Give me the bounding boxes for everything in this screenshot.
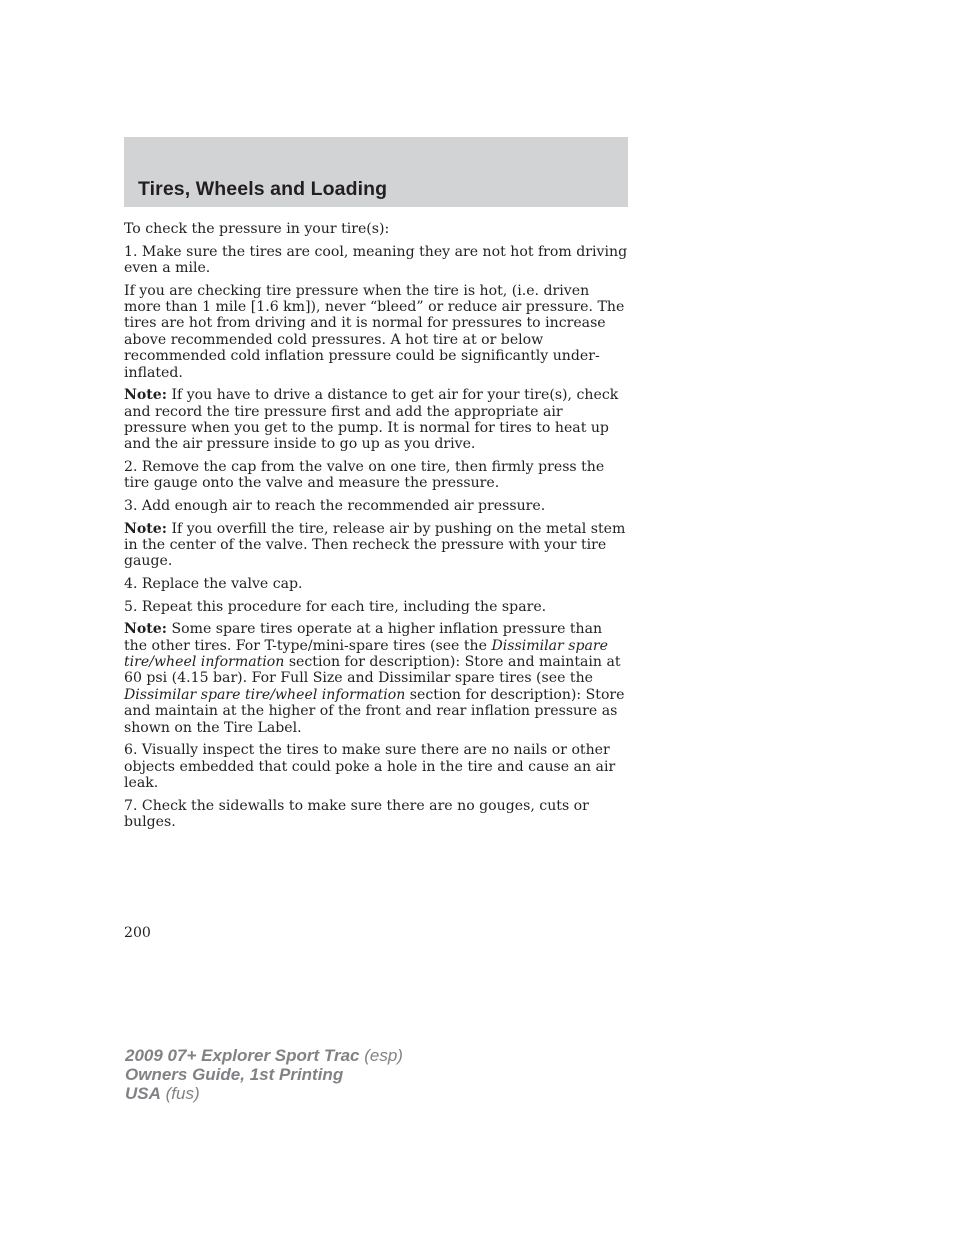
footer-market: USA (125, 1083, 161, 1103)
step-6: 6. Visually inspect the tires to make sure there are no nails or other objects embedded that could poke a hole in the tire and cause an air leak. (124, 742, 616, 792)
note-1 (124, 387, 628, 453)
intro-paragraph: To check the pressure in your tire(s): (124, 221, 390, 237)
page-body (124, 221, 628, 837)
footer-model: 2009 07+ Explorer Sport Trac (125, 1046, 360, 1065)
document-footer (125, 1047, 403, 1103)
note-3 (124, 621, 628, 736)
footer-line-3 (125, 1085, 403, 1104)
note-3-text-part-3: section for description): Store and maintain at the higher of the front and rear inflation pressure as shown on the Tire Label. (124, 686, 625, 736)
footer-market-code: (fus) (160, 1083, 200, 1103)
step-5: 5. Repeat this procedure for each tire, including the spare. (124, 598, 547, 615)
footer-printing: Owners Guide, 1st Printing (125, 1064, 344, 1084)
step-3: 3. Add enough air to reach the recommended air pressure. (124, 498, 546, 515)
note-label: Note: (124, 621, 167, 638)
note-label: Note: (124, 387, 167, 404)
step-1: 1. Make sure the tires are cool, meaning they are not hot from driving even a mile. (124, 243, 628, 276)
note-1-text: If you have to drive a distance to get air for your tire(s), check and record the tire pressure first and add the appropriate air pressure when you get to the pump. It is normal for tires to heat up and the air pressure inside to go up as you drive. (124, 387, 619, 453)
page-number: 200 (124, 925, 151, 941)
note-2 (124, 521, 628, 570)
note-3-text-part-2: section for description): Store and maintain at 60 psi (4.15 bar). For Full Size and Dissimilar spare tires (see the (124, 654, 621, 687)
note-3-text-part-1: Some spare tires operate at a higher inflation pressure than the other tires. For T-type/mini-spare tires (see the (124, 621, 603, 654)
footer-model-code: (esp) (359, 1046, 403, 1065)
dissimilar-spare-reference-2: Dissimilar spare tire/wheel information (124, 686, 406, 703)
footer-line-1 (125, 1047, 403, 1066)
note-label: Note: (124, 520, 167, 537)
step-7: 7. Check the sidewalls to make sure there are no gouges, cuts or bulges. (124, 797, 589, 831)
step-4: 4. Replace the valve cap. (124, 576, 303, 593)
dissimilar-spare-reference-1: Dissimilar spare tire/wheel information (124, 637, 608, 671)
section-header-band (124, 137, 628, 207)
hot-tire-paragraph: If you are checking tire pressure when the tire is hot, (i.e. driven more than 1 mile [1.6 km]), never “bleed” or reduce air pressure. The tires are hot from driving and it is normal for pressures to increase above recommended cold pressures. A hot tire at or below recommended cold inflation pressure could be significantly under-inflated. (124, 282, 625, 381)
section-title: Tires, Wheels and Loading (138, 178, 388, 200)
step-2: 2. Remove the cap from the valve on one tire, then firmly press the tire gauge onto the valve and measure the pressure. (124, 459, 605, 492)
footer-line-2 (125, 1066, 403, 1085)
note-2-text: If you overfill the tire, release air by pushing on the metal stem in the center of the valve. Then recheck the pressure with your tire gauge. (124, 520, 626, 570)
